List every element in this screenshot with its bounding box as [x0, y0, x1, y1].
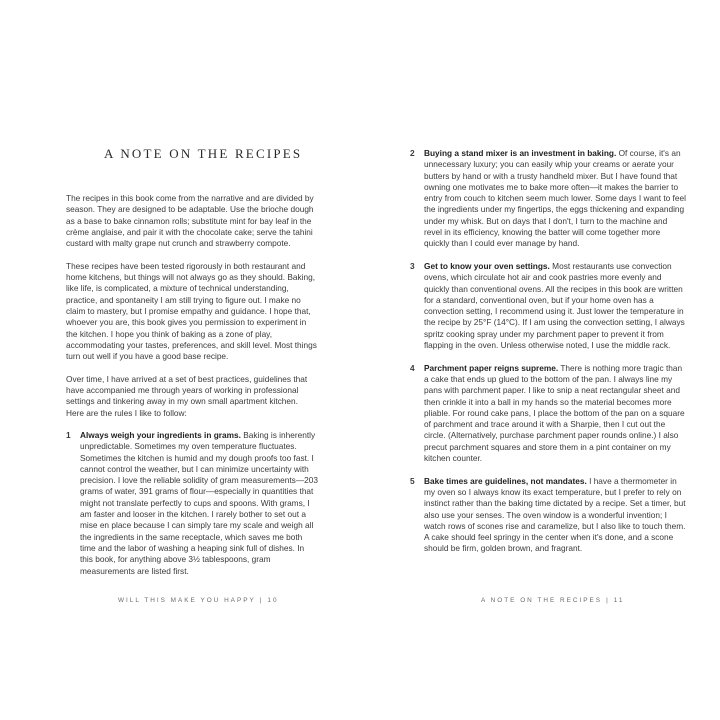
page-footer — [118, 597, 279, 604]
running-head: A NOTE ON THE RECIPES — [481, 597, 603, 604]
rule-1 — [66, 430, 318, 577]
rule-lead: Get to know your oven settings. — [424, 260, 550, 271]
rule-lead: Bake times are guidelines, not mandates. — [424, 475, 587, 486]
paragraph-3: Over time, I have arrived at a set of best practices, guidelines that have accompanied me through years of working in professional settings and tinkering away in my own small apartment kitchen. Here are the rules I like to follow: — [66, 373, 308, 418]
rule-text: Most restaurants use convection ovens, which circulate hot air and cook pastries more evenly and quickly than conventional ovens. All the recipes in this book are written for a standard, conventional oven, but if your home oven has a convection setting, I recommend using it. Just lower the temperature in the recipe by 25°F (14°C). If I am using the convection setting, I always spritz cooking spray under my parchment paper to prevent it from flapping in the oven. Unless otherwise noted, I use the middle rack. — [424, 260, 685, 351]
rule-lead: Parchment paper reigns supreme. — [424, 362, 559, 373]
intro-text — [66, 193, 318, 430]
rule-number: 5 — [410, 475, 415, 486]
rules-list — [410, 148, 686, 566]
paragraph-1: The recipes in this book come from the narrative and are divided by season. They are designed to be adaptable. Use the brioche dough as a base to bake cinnamon rolls; substitute mint for bay leaf in the crème anglaise, and pair it with the chocolate cake; serve the tahini custard with malty grape nut crunch and strawberry compote. — [66, 193, 314, 249]
page-number: 10 — [267, 597, 279, 604]
rule-text: Of course, it's an unnecessary luxury; you can easily whip your creams or aerate your butters by hand or with a trusty handheld mixer. But I have found that owning one motivates me to bake more often—it makes the barrier to entry from couch to kitchen seem much lower. Some days I want to feel the ingredients under my fingertips, the eggs thickening and expanding under my whisk. But on days that I don't, I turn to the machine and revel in its efficiency, knowing the batter will come together more quickly than I could ever manage by hand. — [424, 148, 686, 249]
rule-5 — [410, 475, 686, 555]
rule-text: There is nothing more tragic than a cake that ends up glued to the bottom of the pan. I always line my pans with parchment paper. I like to snip a neat rectangular sheet and then crinkle it into a ball in my hands so the material becomes more pliable. For round cake pans, I place the bottom of the pan on a square of parchment and trace around it with a Sharpie, then I cut out the circle. (Alternatively, purchase parchment paper rounds online.) I also precut parchment squares and store them in a pint container on my kitchen counter. — [424, 362, 685, 464]
page-footer — [481, 597, 624, 604]
rule-lead: Buying a stand mixer is an investment in baking. — [424, 148, 617, 158]
rule-number: 1 — [66, 430, 71, 440]
rule-number: 2 — [410, 148, 415, 158]
footer-separator: | — [259, 597, 264, 604]
rule-3 — [410, 260, 686, 351]
footer-separator: | — [606, 597, 610, 604]
rule-4 — [410, 362, 686, 465]
rule-text: I have a thermometer in my oven so I always know its exact temperature, but I prefer to rely on instinct rather than the baking time dictated by a recipe. Set a timer, but also use your senses. The oven window is a wonderful invention; I watch rows of scones rise and caramelize, but I also like to touch them. A cake should feel springy in the center when it's done, and a scone should be firm, golden brown, and fragrant. — [424, 475, 686, 554]
rule-lead: Always weigh your ingredients in grams. — [80, 430, 241, 440]
rule-2 — [410, 148, 686, 250]
rule-number: 3 — [410, 260, 415, 271]
page-number: 11 — [613, 597, 625, 604]
rule-text: Baking is inherently unpredictable. Sometimes my oven temperature fluctuates. Sometimes the kitchen is humid and my dough proofs too fast. I cannot control the weather, but I can minimize uncertainty with precision. I love the reliable solidity of gram measurements—203 grams of water, 391 grams of flour—especially in quantities that might not translate perfectly to cups and spoons. With grams, I am faster and looser in the kitchen. I rarely bother to set out a mise en place because I can simply tare my scale and weigh all the ingredients in the same receptacle, which saves me both time and the labor of washing a heaping sink full of dishes. In this book, for anything above 3½ tablespoons, gram measurements are listed first. — [80, 430, 318, 576]
running-head: WILL THIS MAKE YOU HAPPY — [118, 597, 256, 604]
paragraph-2: These recipes have been tested rigorously in both restaurant and home kitchens, but things will not always go as they should. Baking, like life, is complicated, a mixture of technical understanding, practice, and spontaneity I am still trying to figure out. I make no claim to mastery, but I promise empathy and guidance. I hope that, whoever you are, this book gives you permission to experiment in the kitchen. I hope you think of baking as a zone of play, accommodating your tastes, preferences, and skill level. Most things turn out well if you have a good base recipe. — [66, 260, 317, 362]
rule-number: 4 — [410, 362, 415, 373]
page-title: A NOTE ON THE RECIPES — [104, 146, 303, 161]
